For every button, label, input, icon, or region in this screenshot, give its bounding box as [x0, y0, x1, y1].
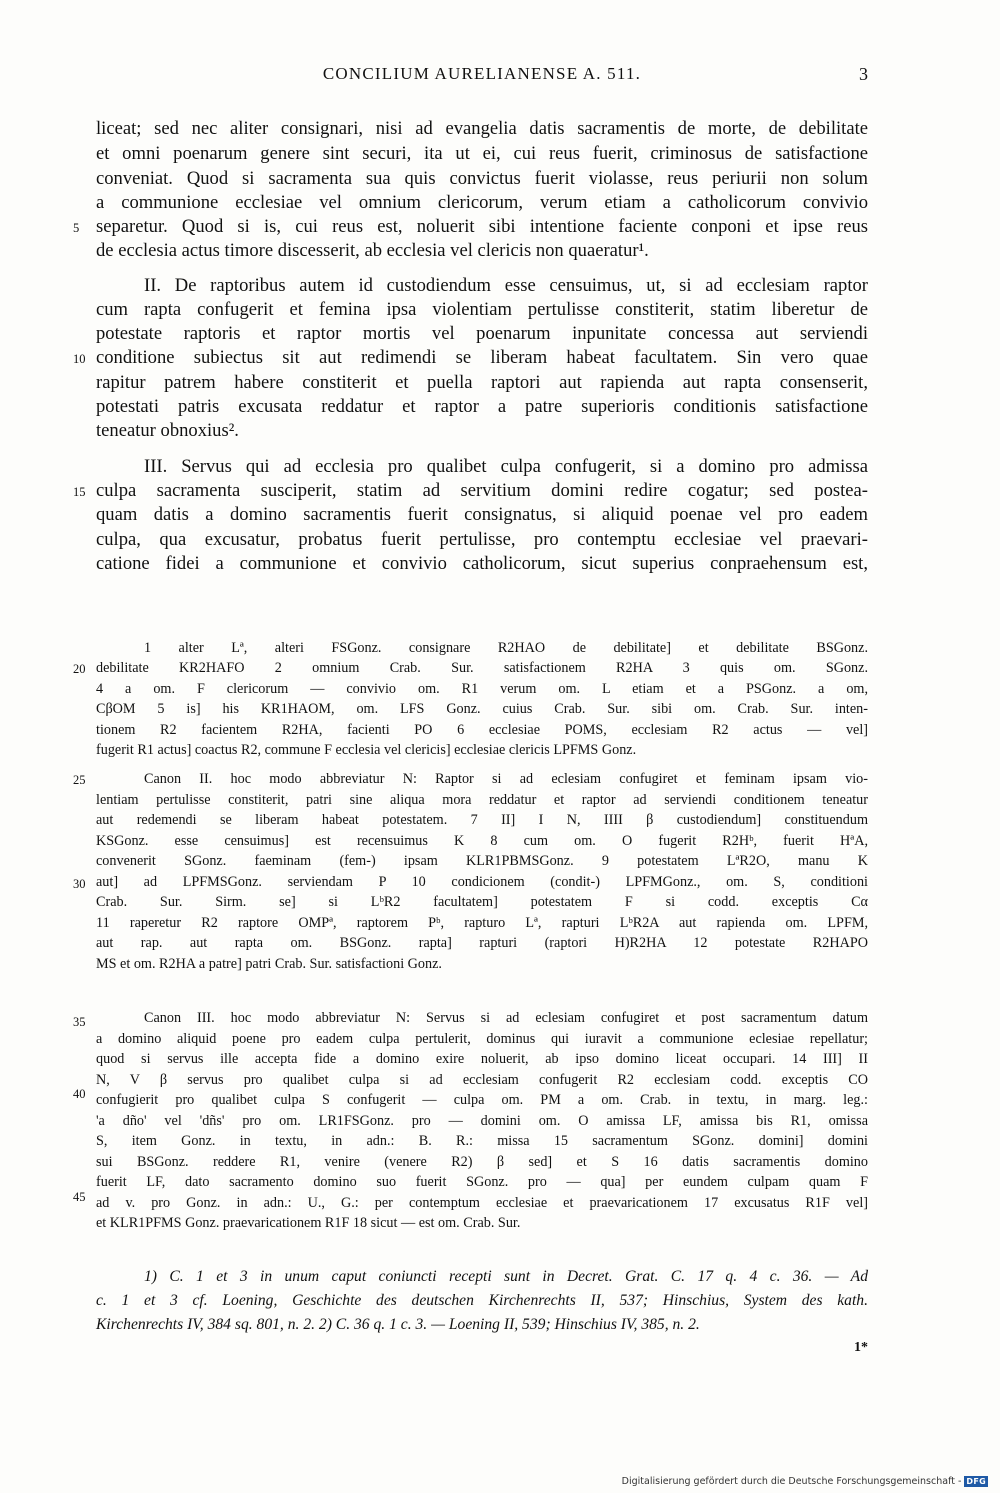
apparatus-line: ad v. pro Gonz. in adn.: U., G.: per contemptum ecclesiae et praevaricationem 17 excusatus R1F vel] [96, 1195, 868, 1211]
running-title: CONCILIUM AURELIANENSE A. 511. [322, 64, 642, 83]
text-line: rapitur patrem habere constiterit et puella raptori aut rapienda aut rapta consenserit, [96, 372, 868, 393]
page-header [96, 64, 868, 94]
text-line: potestati patris excusata reddatur et raptor a patre superioris conditionis satisfactione [96, 396, 868, 417]
apparatus-line: 1 alter Lª, alteri FSGonz. consignare R2HAO de debilitate] et debilitate BSGonz. [144, 640, 868, 656]
apparatus-line: a domino aliquid poene pro eadem culpa pertulerit, dominus qui iuravit a communione eclesiae repellatur; [96, 1031, 868, 1047]
apparatus-line: MS et om. R2HA a patre] patri Crab. Sur. satisfactioni Gonz. [96, 956, 442, 972]
apparatus-line: Canon III. hoc modo abbreviatur N: Servus si ad eclesiam confugiret et post sacramentum datum [144, 1010, 868, 1026]
text-line: a communione ecclesiae vel omnium clericorum, verum etiam a catholicorum convivio [96, 192, 868, 213]
page-number: 3 [859, 64, 868, 84]
line-number: 30 [73, 877, 86, 891]
text-line: culpa sacramenta susciperit, statim ad servitium domini redire cogatur; sed postea- [96, 480, 868, 501]
text-line: catione fidei a communione et convivio catholicorum, sicut superius conpraehensum est, [96, 553, 868, 574]
apparatus-line: KSGonz. esse censuimus] est recensuimus K 8 cum om. O fugerit R2Hᵇ, fuerit HªA, [96, 833, 868, 849]
footnote-line: c. 1 et 3 cf. Loening, Geschichte des deutschen Kirchenrechts II, 537; Hinschius, System des kath. [96, 1292, 868, 1309]
text-line: conveniat. Quod si sacramenta sua quis convictus fuerit violasse, reus periurii non solum [96, 168, 868, 189]
text-line: quam datis a domino sacramentis fuerit consignatus, si aliquid poenae vel pro eadem [96, 504, 868, 525]
line-number: 25 [73, 773, 86, 787]
text-line: cum rapta confugerit et femina ipsa violentiam pertulisse constiterit, statim liberetur de [96, 299, 868, 320]
apparatus-line: 'a dño' vel 'dñs' pro om. LR1FSGonz. pro — domini om. O amissa LF, amissa bis R1, omissa [96, 1113, 868, 1129]
line-number: 35 [73, 1015, 86, 1029]
text-line: teneatur obnoxius². [96, 420, 239, 441]
apparatus-line: 11 raperetur R2 raptore OMPª, raptorem Pᵇ, rapturo Lª, rapturi LᵇR2A aut rapienda om. LPFM, [96, 915, 868, 931]
apparatus-line: et KLR1PFMS Gonz. praevaricationem R1F 18 sicut — est om. Crab. Sur. [96, 1215, 521, 1231]
apparatus-line: tionem R2 facientem R2HA, facienti PO 6 ecclesiae POMS, ecclesiam R2 actus — vel] [96, 722, 868, 738]
footnote-line: 1) C. 1 et 3 in unum caput coniuncti recepti sunt in Decret. Grat. C. 17 q. 4 c. 36. — Ad [144, 1268, 868, 1285]
apparatus-line: sui BSGonz. reddere R1, venire (venere R2) β sed] et S 16 datis sacramentis domino [96, 1154, 868, 1170]
apparatus-line: Crab. Sur. Sirm. se] si LᵇR2 facultatem] potestatem F si codd. exceptis Cα [96, 894, 868, 910]
line-number: 10 [73, 352, 86, 366]
apparatus-line: quod si servus ille accepta fide a domino exire noluerit, ab ipso domino liceat occupari. 14 III] II [96, 1051, 868, 1067]
apparatus-line: CβOM 5 is] his KR1HAOM, om. LFS Gonz. cuius Crab. Sur. sibi om. Crab. Sur. inten- [96, 701, 868, 717]
text-line: III. Servus qui ad ecclesia pro qualibet culpa confugerit, si a domino pro admissa [144, 456, 868, 477]
digitization-credit [622, 1476, 988, 1487]
apparatus-line: confugierit pro qualibet culpa S confugerit — culpa om. PM a om. Crab. in textu, in marg. leg.: [96, 1092, 868, 1108]
apparatus-line: N, V β servus pro qualibet culpa si ad ecclesiam confugerit R2 ecclesiam codd. exceptis CO [96, 1072, 868, 1088]
line-number: 45 [73, 1190, 86, 1204]
footnote-line: Kirchenrechts IV, 384 sq. 801, n. 2. 2) C. 36 q. 1 c. 3. — Loening II, 539; Hinschius IV, 385, n. 2. [96, 1316, 700, 1333]
text-line: et omni poenarum genere sint securi, ita ut ei, cui reus fuerit, criminosus de satisfactione [96, 143, 868, 164]
text-line: separetur. Quod si is, cui reus est, noluerit sibi intentione faciente conponi et ipse reus [96, 216, 868, 237]
apparatus-line: fuerit LF, dato sacramento domino suo fuerit SGonz. pro — qua] per eundem culpam quam F [96, 1174, 868, 1190]
dfg-logo: DFG [966, 1477, 986, 1486]
apparatus-line: fugerit R1 actus] coactus R2, commune F ecclesia vel clericis] ecclesiae clericis LPFMS Gonz. [96, 742, 637, 758]
credit-text: Digitalisierung gefördert durch die Deutsche Forschungsgemeinschaft - [621, 1476, 962, 1487]
apparatus-line: convenerit SGonz. faeminam (fem-) ipsam KLR1PBMSGonz. 9 potestatem LªR2O, manu K [96, 853, 868, 869]
apparatus-line: Canon II. hoc modo abbreviatur N: Raptor si ad eclesiam confugiret et feminam ipsam vio- [144, 771, 868, 787]
apparatus-line: 4 a om. F clericorum — convivio om. R1 verum om. L etiam et a PSGonz. a om, [96, 681, 868, 697]
text-line: culpa, qua excusatur, probatus fuerit pertulisse, pro contemptu ecclesiae vel praevari- [96, 529, 868, 550]
line-number: 20 [73, 662, 86, 676]
text-line: liceat; sed nec aliter consignari, nisi ad evangelia datis sacramentis de morte, de debilitate [96, 118, 868, 139]
apparatus-line: aut] ad LPFMSGonz. serviendam P 10 condicionem (condit-) LPFMGonz., om. S, conditioni [96, 874, 868, 890]
apparatus-line: S, item Gonz. in textu, in adn.: B. R.: missa 15 sacramentum SGonz. domini] domini [96, 1133, 868, 1149]
text-line: conditione subiectus sit aut redimendi se liberam habeat facultatem. Sin vero quae [96, 347, 868, 368]
line-number: 15 [73, 485, 86, 499]
apparatus-line: aut rap. aut rapta om. BSGonz. rapta] rapturi (raptori H)R2HA 12 potestate R2HAPO [96, 935, 868, 951]
line-number: 40 [73, 1087, 86, 1101]
signature-mark: 1* [854, 1340, 868, 1355]
apparatus-line: debilitate KR2HAFO 2 omnium Crab. Sur. satisfactionem R2HA 3 quis om. SGonz. [96, 660, 868, 676]
line-number: 5 [73, 221, 80, 235]
apparatus-line: aut redemendi se liberam habeat potestatem. 7 II] I N, IIII β custodiendum] constituendum [96, 812, 868, 828]
text-line: potestate raptoris et raptor mortis vel poenarum inpunitate concessa aut serviendi [96, 323, 868, 344]
text-line: de ecclesia actus timore discesserit, ab ecclesia vel clericis non quaeratur¹. [96, 240, 649, 261]
text-line: II. De raptoribus autem id custodiendum esse censuimus, ut, si ad ecclesiam raptor [144, 275, 868, 296]
apparatus-line: lentiam pertulisse constiterit, patri sine aliqua mora reddatur et raptor ad serviendi conditionem teneatur [96, 792, 868, 808]
